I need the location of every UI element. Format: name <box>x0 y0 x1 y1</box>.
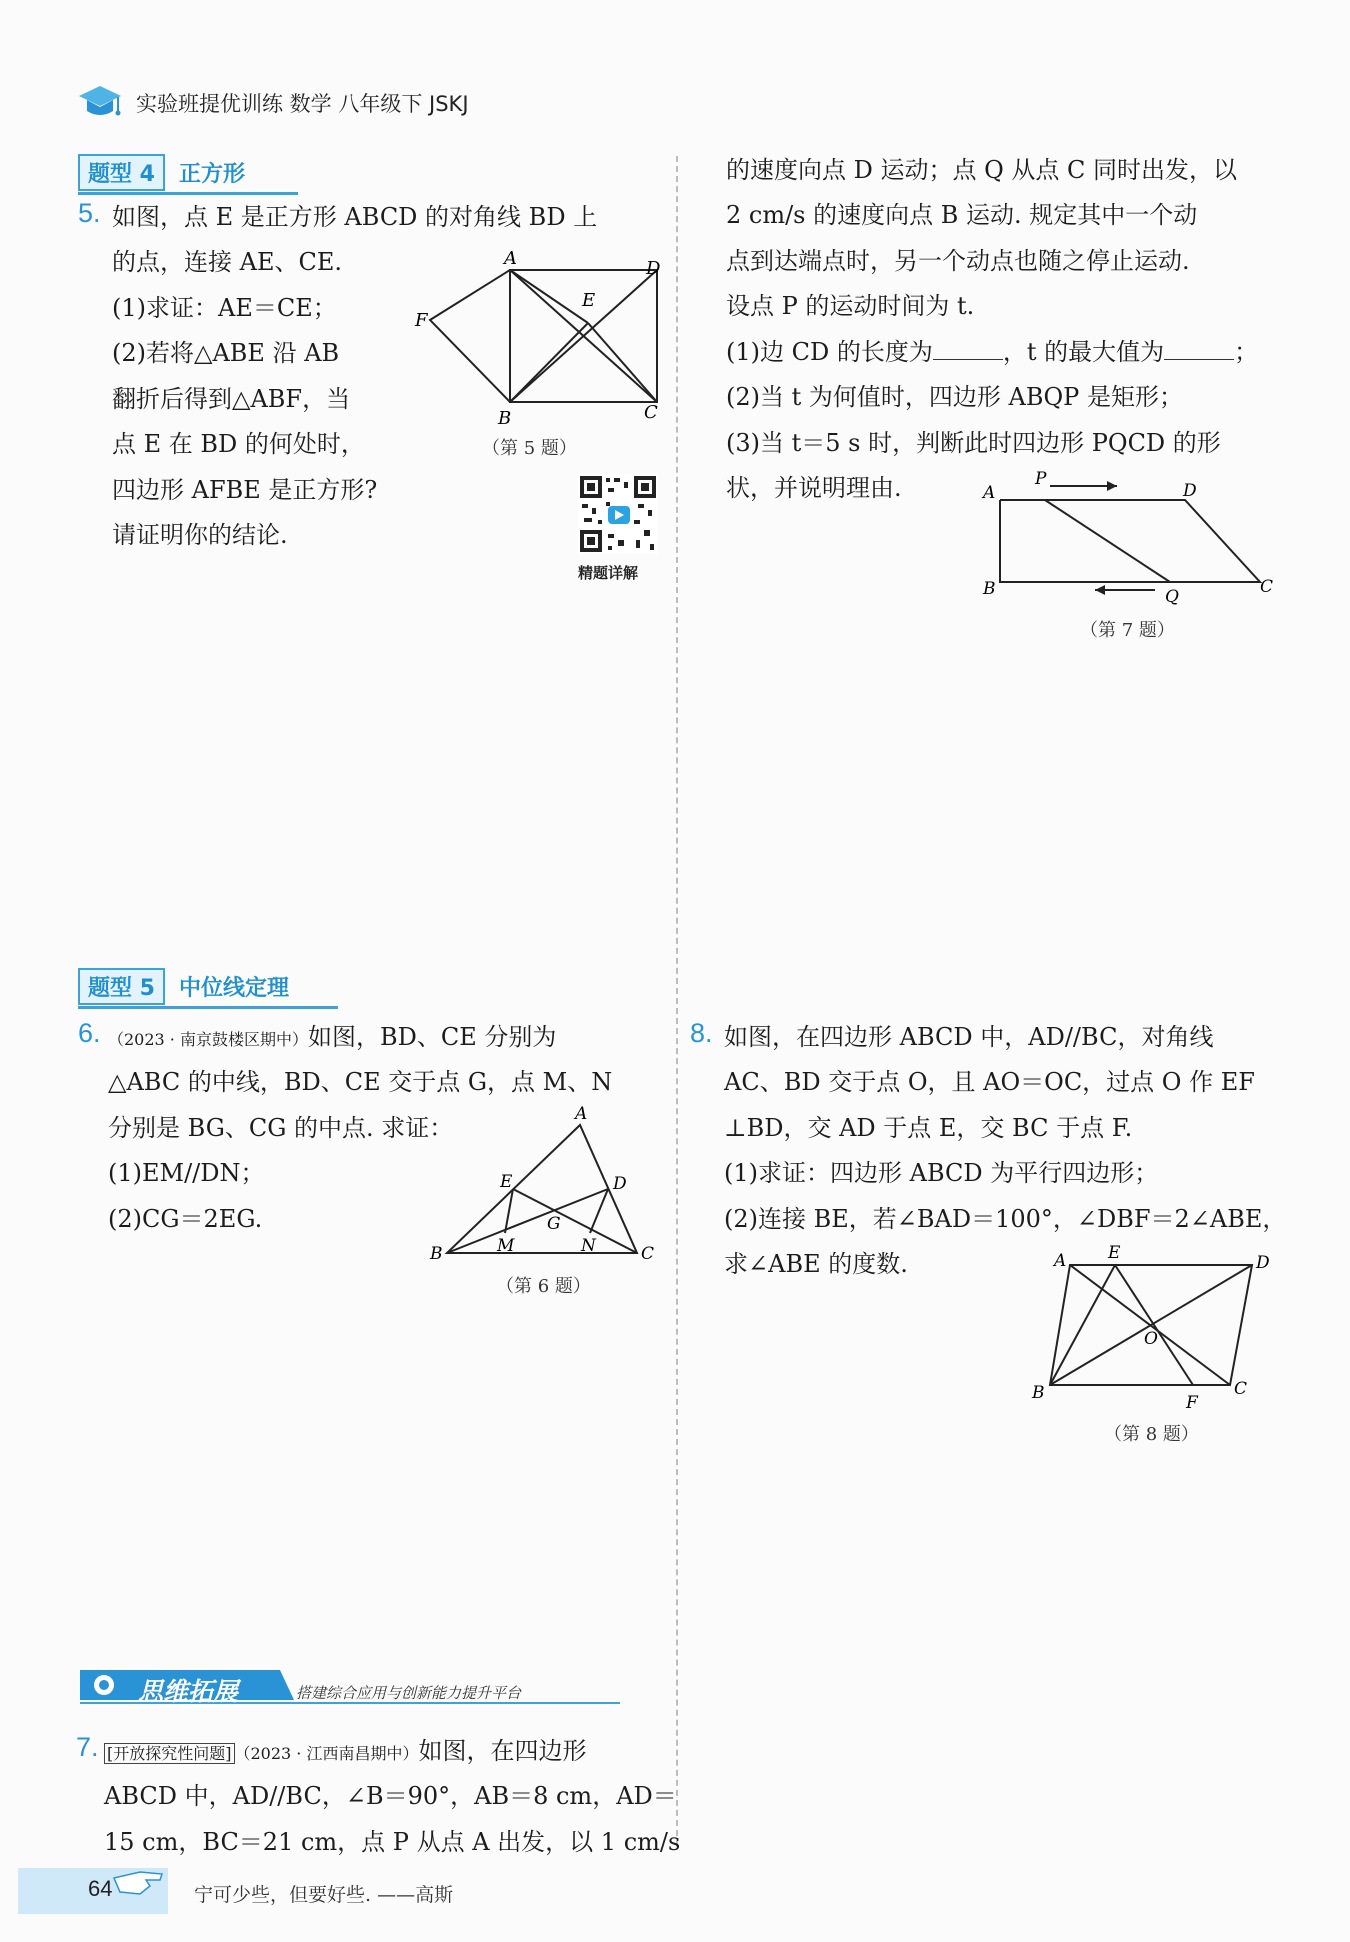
label-G: G <box>547 1214 561 1234</box>
label-C: C <box>641 1244 655 1264</box>
q5-line: (1)求证：AE＝CE； <box>112 294 337 322</box>
q7-line: 15 cm，BC＝21 cm，点 P 从点 A 出发，以 1 cm/s <box>104 1828 681 1856</box>
pointing-hand-icon <box>110 1860 170 1900</box>
q5-line: 四边形 AFBE 是正方形? <box>112 476 378 504</box>
label-D: D <box>646 258 661 279</box>
header-title: 实验班提优训练 数学 八年级下 JSKJ <box>136 92 469 116</box>
topic-tag: 题型 5 <box>78 968 165 1005</box>
qr-code-icon[interactable] <box>578 474 658 554</box>
page-number: 64 <box>88 1876 113 1901</box>
q5-line: 点 E 在 BD 的何处时， <box>112 430 365 458</box>
label-B: B <box>983 579 996 599</box>
q8-line: AC、BD 交于点 O，且 AO＝OC，过点 O 作 EF <box>724 1068 1255 1096</box>
q7-cont-line: 2 cm/s 的速度向点 B 运动. 规定其中一个动 <box>726 201 1198 229</box>
figure-6 <box>425 1105 665 1265</box>
question-number: 7. <box>76 1732 99 1762</box>
q8-line: (1)求证：四边形 ABCD 为平行四边形； <box>724 1159 1159 1187</box>
topic-name: 中位线定理 <box>178 976 289 1001</box>
q7-cont-line: (3)当 t＝5 s 时，判断此时四边形 PQCD 的形 <box>726 429 1221 457</box>
label-E: E <box>500 1172 513 1192</box>
q5-line: 的点，连接 AE、CE. <box>112 248 342 276</box>
label-B: B <box>430 1244 443 1264</box>
figure-caption: （第 6 题） <box>496 1276 591 1297</box>
q6-line-1: （2023 · 南京鼓楼区期中）如图，BD、CE 分别为 <box>108 1023 557 1051</box>
label-A: A <box>575 1105 588 1124</box>
q6-line: △ABC 的中线，BD、CE 交于点 G，点 M、N <box>108 1068 613 1096</box>
topic-name: 正方形 <box>178 162 245 187</box>
q6-line: (2)CG＝2EG. <box>108 1205 263 1233</box>
label-D: D <box>1256 1253 1270 1273</box>
q6-line: (1)EM//DN； <box>108 1159 265 1187</box>
banner-subtitle: 搭建综合应用与创新能力提升平台 <box>296 1684 522 1702</box>
q5-line: 请证明你的结论. <box>112 521 288 549</box>
label-D: D <box>1183 481 1197 501</box>
label-P: P <box>1035 470 1047 489</box>
label-Q: Q <box>1165 587 1179 607</box>
q8-line: (2)连接 BE，若∠BAD＝100°，∠DBF＝2∠ABE， <box>724 1205 1287 1233</box>
q5-line: (2)若将△ABE 沿 AB <box>112 339 340 367</box>
label-C: C <box>1234 1379 1248 1399</box>
question-number: 8. <box>690 1018 713 1048</box>
label-N: N <box>581 1236 596 1256</box>
label-C: C <box>1260 577 1274 597</box>
answer-blank[interactable] <box>933 337 1003 360</box>
banner-title: 思维拓展 <box>138 1677 239 1706</box>
q7-subquestion-1: (1)边 CD 的长度为 ，t 的最大值为 ； <box>726 338 1259 366</box>
q7-cont-line: 状，并说明理由. <box>726 474 902 502</box>
q8-line: 如图，在四边形 ABCD 中，AD//BC，对角线 <box>724 1023 1214 1051</box>
figure-5 <box>410 250 670 430</box>
q7-subquestion-2: (2)当 t 为何值时，四边形 ABQP 是矩形； <box>726 383 1183 411</box>
q7-line: ABCD 中，AD//BC，∠B＝90°，AB＝8 cm，AD＝ <box>104 1782 677 1810</box>
topic-tag: 题型 4 <box>78 154 165 191</box>
figure-caption: （第 7 题） <box>1080 620 1175 641</box>
label-B: B <box>498 408 512 429</box>
question-number: 5. <box>78 198 101 228</box>
q7-cont-line: 设点 P 的运动时间为 t. <box>726 292 975 320</box>
topic-5-heading <box>78 968 289 1005</box>
column-divider <box>676 156 678 1846</box>
label-M: M <box>497 1236 515 1256</box>
figure-7 <box>975 470 1275 610</box>
q6-line: 分别是 BG、CG 的中点. 求证： <box>108 1114 454 1142</box>
figure-8 <box>1020 1240 1280 1410</box>
label-A: A <box>983 483 996 503</box>
q5-line: 翻折后得到△ABF，当 <box>112 385 351 413</box>
q8-line: 求∠ABE 的度数. <box>724 1250 908 1278</box>
q7-cont-line: 点到达端点时，另一个动点也随之停止运动. <box>726 247 1190 275</box>
q7-line-1: [开放探究性问题] （2023 · 江西南昌期中）如图，在四边形 <box>104 1729 586 1777</box>
q7-cont-line: 的速度向点 D 运动；点 Q 从点 C 同时出发，以 <box>726 156 1238 184</box>
label-O: O <box>1144 1329 1158 1349</box>
figure-caption: （第 8 题） <box>1104 1424 1199 1445</box>
label-E: E <box>1108 1243 1121 1263</box>
label-F: F <box>415 310 428 331</box>
answer-blank[interactable] <box>1164 337 1234 360</box>
qr-label: 精题详解 <box>578 564 639 582</box>
footer-quote: 宁可少些，但要好些. ——高斯 <box>194 1884 454 1906</box>
label-B: B <box>1032 1383 1045 1403</box>
label-C: C <box>644 402 658 423</box>
label-E: E <box>582 290 596 311</box>
label-D: D <box>613 1174 627 1194</box>
graduation-cap-icon <box>78 84 122 120</box>
label-A: A <box>504 250 517 269</box>
q8-line: ⊥BD，交 AD 于点 E，交 BC 于点 F. <box>724 1114 1133 1142</box>
q5-line: 如图，点 E 是正方形 ABCD 的对角线 BD 上 <box>112 203 598 231</box>
topic-4-heading <box>78 154 245 191</box>
figure-caption: （第 5 题） <box>482 438 577 459</box>
label-A: A <box>1054 1251 1067 1271</box>
label-F: F <box>1186 1393 1198 1410</box>
question-number: 6. <box>78 1018 101 1048</box>
